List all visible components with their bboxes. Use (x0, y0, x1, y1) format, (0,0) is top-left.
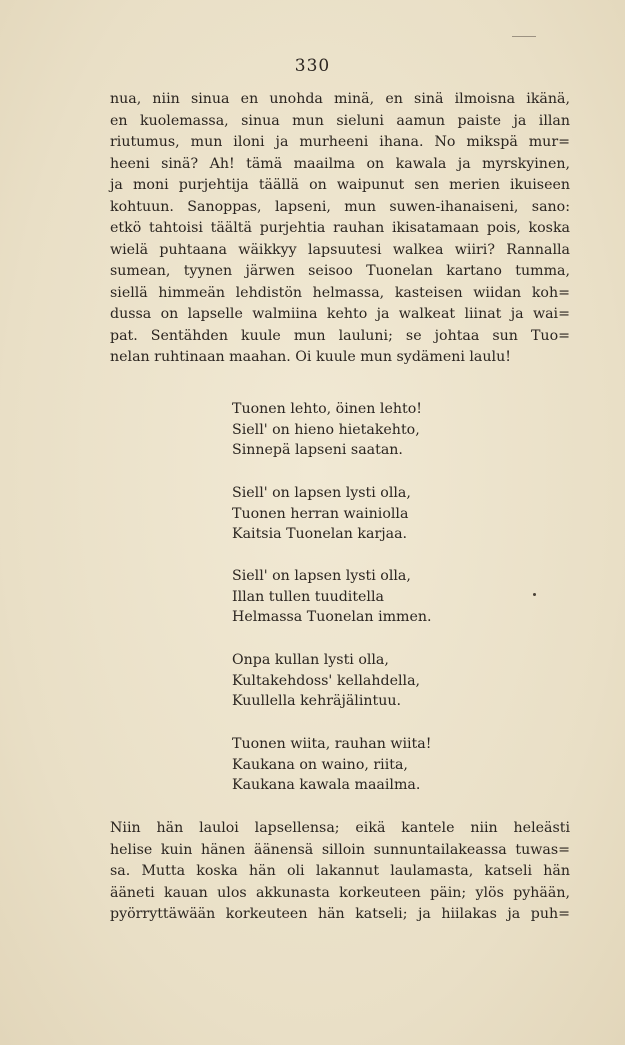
text-line: pyörryttäwään korkeuteen hän katseli; ja hiilakas ja puh= (110, 906, 570, 922)
text-line: nelan ruhtinaan maahan. Oi kuule mun sydämeni laulu! (110, 349, 511, 365)
page-number: 330 (294, 56, 331, 76)
text-line: ääneti kauan ulos akkunasta korkeuteen päin; ylös pyhään, (110, 884, 570, 901)
verse-line: Tuonen wiita, rauhan wiita! (232, 736, 432, 752)
text-line: Niin hän lauloi lapsellensa; eikä kantele niin heleästi (110, 820, 570, 836)
verse-line: Siell' on lapsen lysti olla, (232, 485, 411, 501)
text-line: heeni sinä? Ah! tämä maailma on kawala ja myrskyinen, (110, 155, 570, 172)
verse-line: Siell' on hieno hietakehto, (232, 421, 420, 438)
text-line: ja moni purjehtija täällä on waipunut sen merien ikuiseen (110, 177, 570, 193)
poem-stanza-4 (232, 650, 532, 712)
text-line: riutumus, mun iloni ja murheeni ihana. No mikspä mur= (110, 134, 570, 150)
text-line: pat. Sentähden kuule mun lauluni; se johtaa sun Tuo= (110, 327, 570, 344)
text-line: wielä puhtaana wäikkyy lapsuutesi walkea wiiri? Rannalla (110, 241, 570, 258)
text-line: sa. Mutta koska hän oli lakannut laulamasta, katseli hän (110, 863, 570, 879)
poem-stanza-5 (232, 734, 532, 796)
text-line: kohtuun. Sanoppas, lapseni, mun suwen-ihanaiseni, sano: (110, 198, 570, 215)
verse-line: Kaukana kawala maailma. (232, 777, 421, 793)
paragraph-1 (110, 89, 570, 369)
verse-line: Tuonen lehto, öinen lehto! (232, 401, 422, 417)
verse-line: Sinnepä lapseni saatan. (232, 442, 403, 458)
text-line: helise kuin hänen äänensä silloin sunnuntailakeassa tuwas= (110, 841, 570, 858)
poem-stanza-3 (232, 566, 532, 628)
verse-line: Kultakehdoss' kellahdella, (232, 672, 421, 689)
text-line: en kuolemassa, sinua mun sieluni aamun paiste ja illan (110, 112, 570, 129)
verse-line: Onpa kullan lysti olla, (232, 652, 389, 668)
verse-line: Tuonen herran wainiolla (232, 505, 409, 522)
verse-line: Kaukana on waino, riita, (232, 756, 408, 773)
text-line: nua, niin sinua en unohda minä, en sinä ilmoisna ikänä, (110, 91, 570, 107)
text-line: siellä himmeän lehdistön helmassa, kasteisen wiidan koh= (110, 284, 570, 301)
text-line: sumean, tyynen järwen seisoo Tuonelan kartano tumma, (110, 263, 570, 279)
verse-line: Illan tullen tuuditella (232, 588, 384, 605)
verse-line: Kuullella kehräjälintuu. (232, 693, 402, 709)
text-line: etkö tahtoisi täältä purjehtia rauhan ikisatamaan pois, koska (110, 220, 570, 236)
poem-stanza-2 (232, 483, 532, 545)
verse-line: Helmassa Tuonelan immen. (232, 609, 432, 625)
text-line: dussa on lapselle walmiina kehto ja walkeat liinat ja wai= (110, 306, 570, 322)
poem-stanza-1 (232, 399, 532, 461)
paper-speck (533, 593, 536, 596)
page-corner-mark (512, 36, 536, 37)
verse-line: Siell' on lapsen lysti olla, (232, 568, 411, 584)
verse-line: Kaitsia Tuonelan karjaa. (232, 526, 408, 542)
paragraph-2 (110, 818, 570, 926)
